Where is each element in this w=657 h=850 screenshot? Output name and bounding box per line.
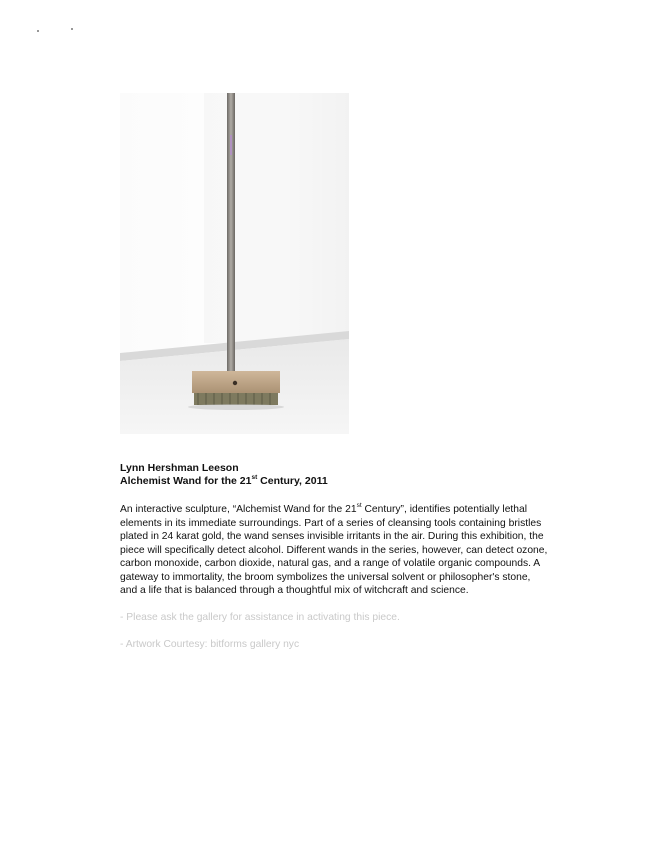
assistance-note: - Please ask the gallery for assistance in activating this piece. (120, 612, 400, 623)
artist-name: Lynn Hershman Leeson (120, 462, 239, 474)
artwork-photo (120, 93, 349, 434)
scan-speck (37, 30, 39, 32)
scan-speck (71, 28, 73, 30)
courtesy-note: - Artwork Courtesy: bitforms gallery nyc (120, 639, 300, 650)
artwork-caption (120, 462, 560, 488)
broom-sculpture-image (120, 93, 349, 434)
artwork-description: An interactive sculpture, “Alchemist Wand for the 21st Century”, identifies potentially lethal elements in its immediate surroundings. Part of a series of cleansing tools containing bristles plated in 24 karat gold, the wand senses invisible irritants in the air. During this exhibition, the piece will specifically detect alcohol. Different wands in the series, however, can detect ozone, carbon monoxide, carbon dioxide, natural gas, and a range of volatile organic compounds. A gateway to immortality, the broom symbolizes the universal solvent or philosopher's stone, and a life that is balanced through a thoughtful mix of witchcraft and science. (120, 502, 548, 596)
artwork-title: Alchemist Wand for the 21st Century, 2011 (120, 474, 328, 487)
